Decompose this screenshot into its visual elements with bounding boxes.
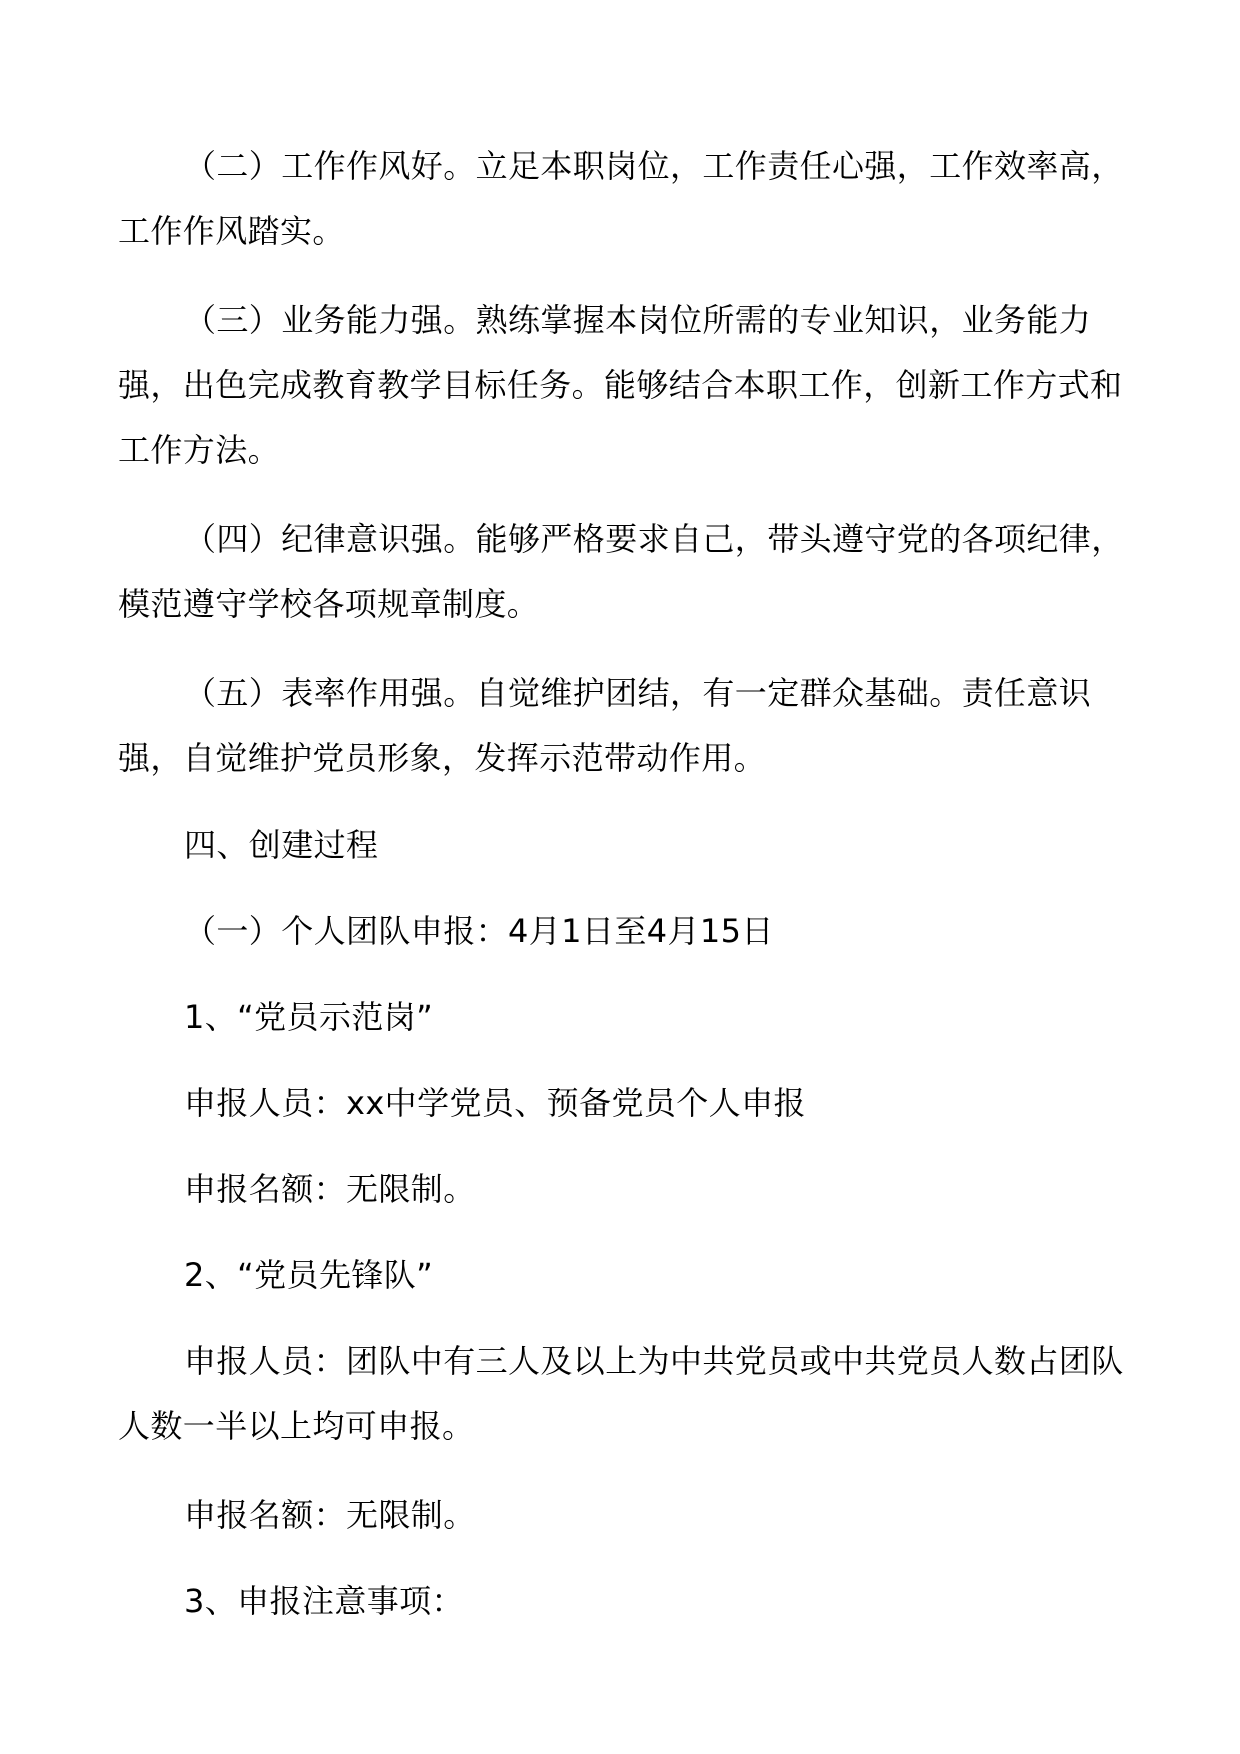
document-body <box>118 134 1138 1634</box>
paragraph-quota-team: 申报名额：无限制。 <box>184 1496 476 1534</box>
paragraph-exemplary-role: （五）表率作用强。自觉维护团结，有一定群众基础。责任意识强，自觉维护党员形象，发挥示范带动作用。 <box>118 674 1092 777</box>
item-heading-notes: 3、申报注意事项： <box>184 1582 464 1620</box>
paragraph-business-ability: （三）业务能力强。熟练掌握本岗位所需的专业知识，业务能力强，出色完成教育教学目标任务。能够结合本职工作，创新工作方式和工作方法。 <box>118 301 1123 469</box>
paragraph-applicants-team: 申报人员：团队中有三人及以上为中共党员或中共党员人数占团队人数一半以上均可申报。 <box>118 1342 1124 1445</box>
section-heading-creation-process: 四、创建过程 <box>184 826 379 864</box>
paragraph-work-style: （二）工作作风好。立足本职岗位，工作责任心强，工作效率高，工作作风踏实。 <box>118 147 1124 250</box>
paragraph-applicants-individual: 申报人员：xx中学党员、预备党员个人申报 <box>184 1084 806 1122</box>
item-heading-model-post: 1、“党员示范岗” <box>184 998 434 1036</box>
item-heading-vanguard-team: 2、“党员先锋队” <box>184 1256 434 1294</box>
paragraph-discipline: （四）纪律意识强。能够严格要求自己，带头遵守党的各项纪律，模范遵守学校各项规章制度。 <box>118 520 1124 623</box>
paragraph-application-period: （一）个人团队申报：4月1日至4月15日 <box>184 912 774 950</box>
paragraph-quota-individual: 申报名额：无限制。 <box>184 1170 476 1208</box>
